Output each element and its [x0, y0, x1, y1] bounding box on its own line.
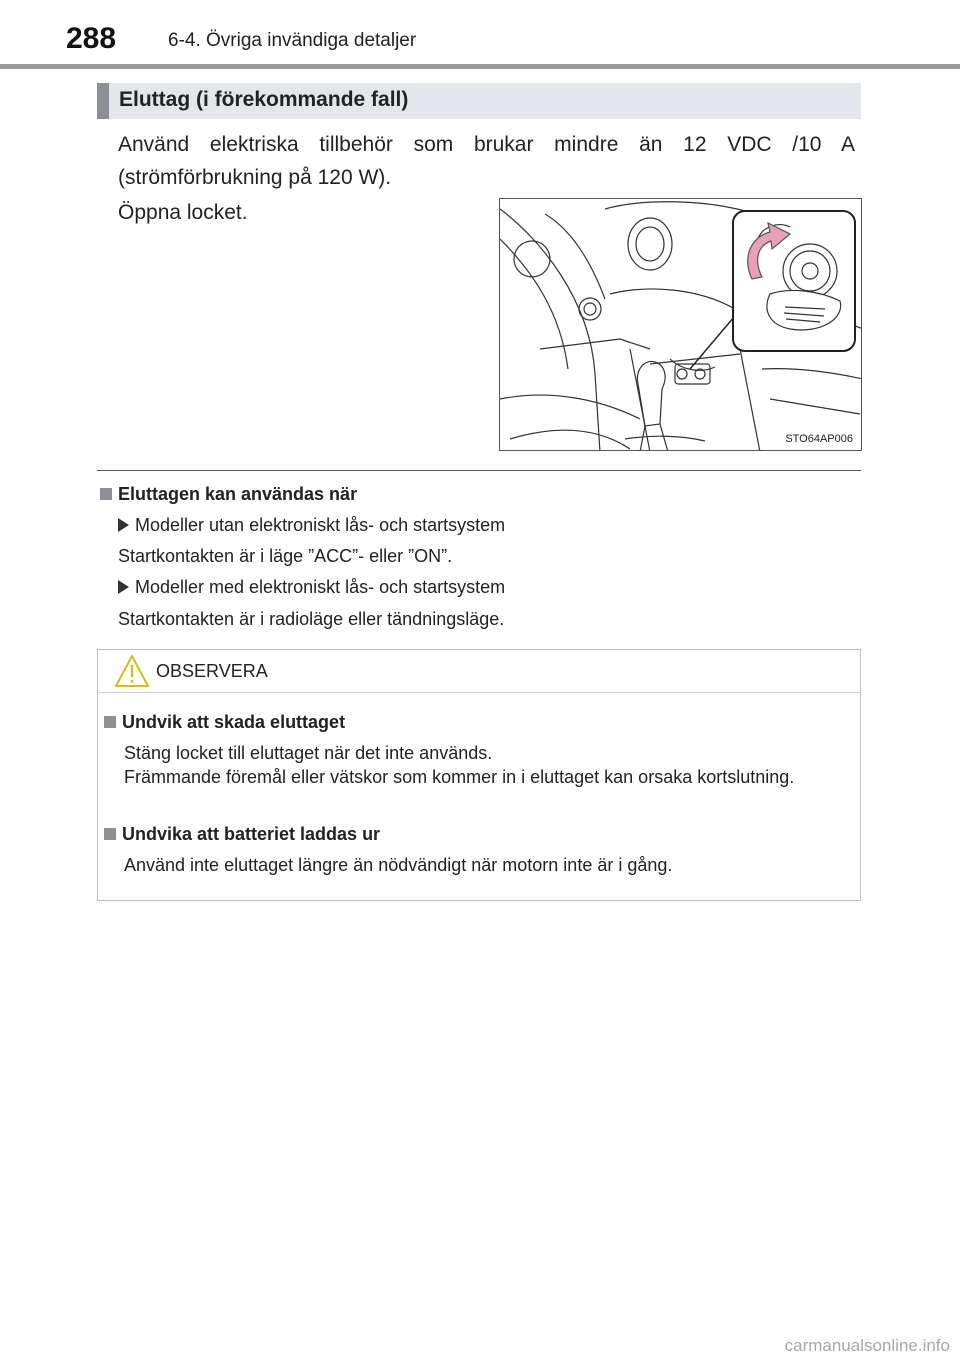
- caution-text: [124, 741, 846, 789]
- right-triangle-bullet-icon: [118, 580, 129, 594]
- figure-code: STO64AP006: [785, 433, 853, 445]
- note-item-2: [118, 577, 505, 598]
- caution-heading-2: [104, 824, 380, 845]
- caution-heading-text: Undvika att batteriet laddas ur: [122, 824, 381, 844]
- caution-header: [98, 650, 860, 693]
- caution-line: Använd inte eluttaget längre än nödvändigt när motorn inte är i gång.: [124, 855, 673, 875]
- note-heading: [100, 484, 357, 505]
- section-title-bar: [97, 83, 861, 119]
- illustration-power-outlet: [499, 198, 862, 451]
- step-text: Öppna locket.: [118, 201, 248, 224]
- watermark: carmanualsonline.info: [784, 1336, 950, 1355]
- square-bullet-icon: [104, 716, 116, 728]
- note-heading-text: Eluttagen kan användas när: [118, 484, 358, 504]
- note-item-1: [118, 515, 505, 536]
- note-item-desc: Startkontakten är i läge ”ACC”- eller ”ON”.: [118, 546, 453, 566]
- intro-text: Använd elektriska tillbehör som brukar mindre än 12 VDC /10 A (strömförbrukning på 120 W).: [118, 133, 855, 189]
- header-rule: [0, 64, 960, 69]
- note-item-label: Modeller utan elektroniskt lås- och startsystem: [135, 515, 506, 535]
- running-header: 6-4. Övriga invändiga detaljer: [168, 30, 417, 51]
- caution-line: Stäng locket till eluttaget när det inte används.: [124, 743, 493, 763]
- warning-triangle-icon: [114, 654, 150, 688]
- caution-heading-text: Undvik att skada eluttaget: [122, 712, 346, 732]
- divider: [97, 470, 861, 471]
- note-item-label: Modeller med elektroniskt lås- och startsystem: [135, 577, 506, 597]
- caution-text: [124, 853, 846, 877]
- section-title: Eluttag (i förekommande fall): [119, 88, 409, 111]
- square-bullet-icon: [100, 488, 112, 500]
- caution-box: [97, 649, 861, 901]
- note-item-desc: Startkontakten är i radioläge eller tändningsläge.: [118, 609, 505, 629]
- caution-heading-1: [104, 712, 345, 733]
- right-triangle-bullet-icon: [118, 518, 129, 532]
- caution-title: OBSERVERA: [156, 661, 268, 681]
- page-number: 288: [66, 22, 117, 55]
- caution-line: Främmande föremål eller vätskor som kommer in i eluttaget kan orsaka kortslutning.: [124, 767, 795, 787]
- square-bullet-icon: [104, 828, 116, 840]
